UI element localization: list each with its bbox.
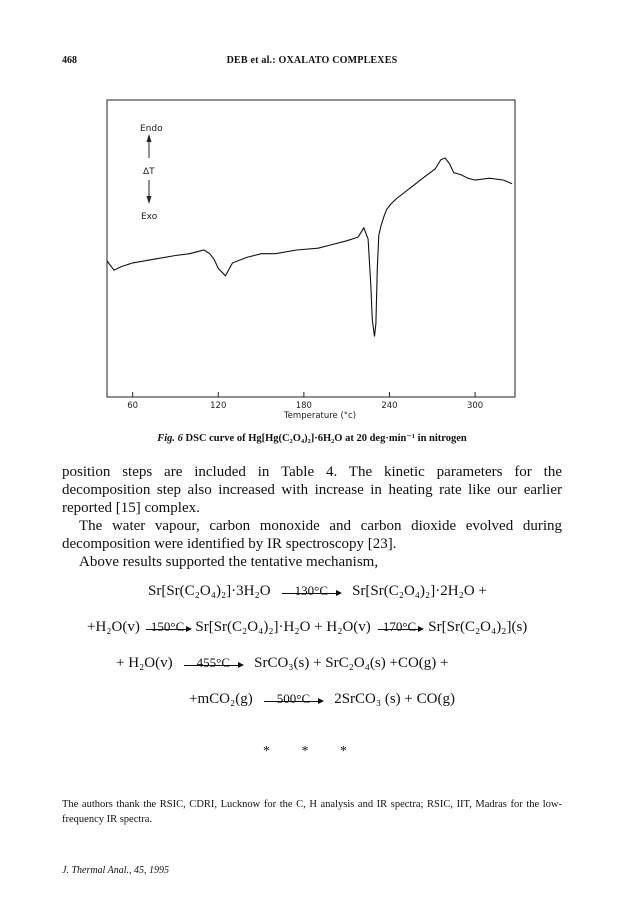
eq1-right: Sr[Sr(C₂O₄)₂]·2H₂O + xyxy=(352,583,487,599)
eq3-arrow-line xyxy=(184,665,242,668)
eq4-left: +mCO₂(g) xyxy=(189,691,253,707)
eq3-left: + H₂O(v) xyxy=(116,655,173,671)
eq2-arrow-2-line xyxy=(378,629,422,632)
section-separator: * * * xyxy=(263,744,361,759)
eq3-arrow xyxy=(184,656,242,668)
eq1-arrow-line xyxy=(282,593,340,596)
y-label-endo: Endo xyxy=(140,124,163,134)
eq4-arrow-label: 500°C xyxy=(276,691,311,706)
x-tick-label: 60 xyxy=(127,401,139,411)
x-axis-ticks xyxy=(127,392,483,411)
paragraph-3: Above results supported the tentative mechanism, xyxy=(79,554,379,570)
equation-line-1 xyxy=(148,583,487,600)
equation-line-4 xyxy=(189,691,455,708)
x-tick-label: 180 xyxy=(295,401,312,411)
exo-arrow xyxy=(147,180,152,204)
figure-caption xyxy=(0,432,624,444)
eq2-left: +H₂O(v) xyxy=(87,619,140,635)
eq1-arrow-label: 130°C xyxy=(294,583,329,598)
acknowledgement: The authors thank the RSIC, CDRI, Lucknow for the C, H analysis and IR spectra; RSIC, IIT, Madras for the low-frequency IR spectra. xyxy=(62,799,562,825)
eq3-right: SrCO₃(s) + SrC₂O₄(s) +CO(g) + xyxy=(254,655,449,671)
equation-line-3 xyxy=(116,655,449,672)
equation-line-2 xyxy=(87,619,527,636)
page-number: 468 xyxy=(62,55,77,66)
x-tick-label: 300 xyxy=(466,401,484,411)
eq2-arrow-2-label: 170°C xyxy=(382,619,417,634)
endo-arrow xyxy=(147,134,152,158)
eq2-arrow-2 xyxy=(378,620,422,632)
eq2-arrow-1 xyxy=(146,620,190,632)
eq2-arrow-1-line xyxy=(146,629,190,632)
dsc-curve-line xyxy=(107,158,512,337)
running-title: DEB et al.: OXALATO COMPLEXES xyxy=(226,55,398,66)
eq4-arrow-line xyxy=(264,701,322,704)
dsc-figure xyxy=(0,0,624,430)
x-axis-label: Temperature (°c) xyxy=(283,411,357,421)
eq1-left: Sr[Sr(C₂O₄)₂]·3H₂O xyxy=(148,583,271,599)
journal-footer: J. Thermal Anal., 45, 1995 xyxy=(62,865,170,876)
y-label-delta-t: ΔT xyxy=(143,167,155,177)
eq1-arrow xyxy=(282,584,340,596)
x-tick-label: 240 xyxy=(381,401,398,411)
eq3-arrow-label: 455°C xyxy=(196,655,231,670)
eq4-right: 2SrCO₃ (s) + CO(g) xyxy=(334,691,455,707)
paragraph-2: The water vapour, carbon monoxide and carbon dioxide evolved during decomposition were identified by IR spectroscopy [23]. xyxy=(62,518,562,552)
caption-prefix: Fig. 6 xyxy=(157,433,183,444)
eq4-arrow xyxy=(264,692,322,704)
eq2-arrow-1-label: 150°C xyxy=(150,619,185,634)
y-label-exo: Exo xyxy=(141,212,158,222)
eq2-right: Sr[Sr(C₂O₄)₂](s) xyxy=(428,619,528,635)
caption-text: DSC curve of Hg[Hg(C₂O₄)₂]·6H₂O at 20 deg·min⁻¹ in nitrogen xyxy=(185,433,467,444)
eq2-mid: Sr[Sr(C₂O₄)₂]·H₂O + H₂O(v) xyxy=(195,619,371,635)
paragraph-1: position steps are included in Table 4. The kinetic parameters for the decomposition step also increased with increase in heating rate like our earlier reported [15] complex. xyxy=(62,464,562,516)
x-tick-label: 120 xyxy=(210,401,227,411)
